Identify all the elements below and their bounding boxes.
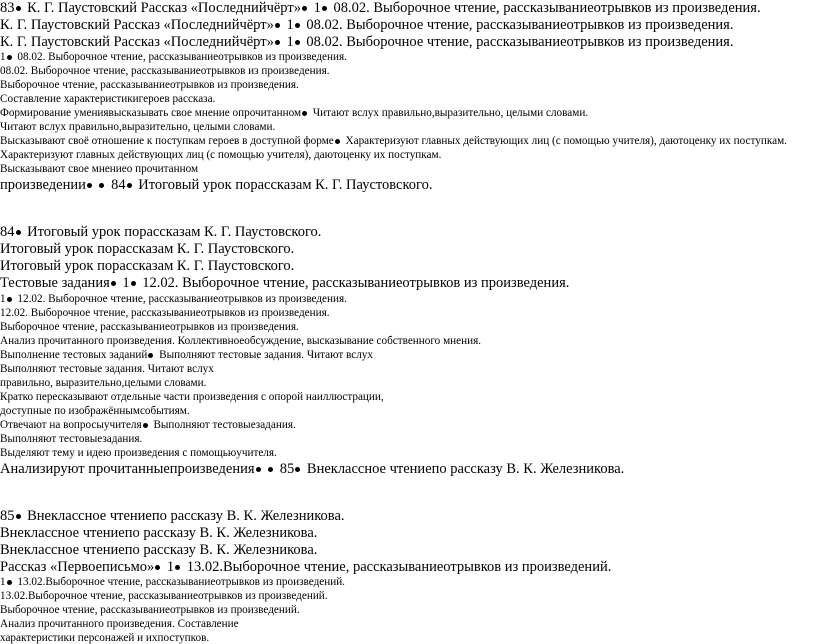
bullet-icon	[127, 183, 132, 188]
text-line: Высказывают своё отношение к поступкам героев в доступной форме Характеризуют главных действующих лиц (с помощью учителя), даютоценку их поступкам.	[0, 135, 787, 147]
text-line: Выборочное чтение, рассказываниеотрывков из произведения.	[0, 321, 299, 333]
bullet-icon	[99, 183, 104, 188]
text-line: Высказывают свое мнениео прочитанном	[0, 163, 199, 175]
bullet-icon	[7, 55, 12, 60]
bullet-icon	[16, 6, 21, 11]
bullet-icon	[111, 281, 116, 286]
text-line: Характеризуют главных действующих лиц (с помощью учителя), даютоценку их поступкам.	[0, 149, 442, 161]
text-line: 1 13.02.Выборочное чтение, рассказываниеотрывков из произведений.	[0, 576, 345, 588]
bullet-icon	[7, 580, 12, 585]
bullet-icon	[302, 6, 307, 11]
text-line: Читают вслух правильно,выразительно, целыми словами.	[0, 121, 276, 133]
text-line: Тестовые задания 1 12.02. Выборочное чтение, рассказываниеотрывков из произведения.	[0, 275, 570, 291]
text-line: Анализ прочитанного произведения. Составление	[0, 618, 239, 630]
bullet-icon	[295, 23, 300, 28]
text-line: доступные по изображённымсобытиям.	[0, 405, 190, 417]
bullet-icon	[131, 281, 136, 286]
text-line: Выполняют тестовые задания. Читают вслух	[0, 363, 214, 375]
bullet-icon	[7, 297, 12, 302]
text-line: Итоговый урок порассказам К. Г. Паустовского.	[0, 241, 295, 257]
bullet-icon	[268, 467, 273, 472]
text-line: К. Г. Паустовский Рассказ «Последнийчёрт» 1 08.02. Выборочное чтение, рассказываниеотрывков из произведения.	[0, 17, 734, 33]
bullet-icon	[16, 514, 21, 519]
bullet-icon	[143, 423, 148, 428]
text-line: 85 Внеклассное чтениепо рассказу В. К. Железникова.	[0, 508, 345, 524]
text-line: 1 08.02. Выборочное чтение, рассказываниеотрывков из произведения.	[0, 51, 347, 63]
text-line: Выполнение тестовых заданий Выполняют тестовые задания. Читают вслух	[0, 349, 373, 361]
text-line: Анализируют прочитанныепроизведения 85 Внеклассное чтениепо рассказу В. К. Железникова.	[0, 461, 625, 477]
text-line: Выборочное чтение, рассказываниеотрывков из произведений.	[0, 604, 300, 616]
text-line: характеристики персонажей и ихпоступков.	[0, 632, 210, 644]
bullet-icon	[148, 353, 153, 358]
text-line: Внеклассное чтениепо рассказу В. К. Железникова.	[0, 525, 318, 541]
text-line: Отвечают на вопросыучителя Выполняют тестовыезадания.	[0, 419, 296, 431]
text-line: Внеклассное чтениепо рассказу В. К. Железникова.	[0, 542, 318, 558]
bullet-icon	[302, 111, 307, 116]
text-line: 08.02. Выборочное чтение, рассказываниеотрывков из произведения.	[0, 65, 330, 77]
bullet-icon	[275, 40, 280, 45]
text-line: Анализ прочитанного произведения. Коллективноеобсуждение, высказывание собственного мнения.	[0, 335, 482, 347]
text-line: правильно, выразительно,целыми словами.	[0, 377, 207, 389]
bullet-icon	[322, 6, 327, 11]
bullet-icon	[256, 467, 261, 472]
text-line: Составление характеристикигероев рассказа.	[0, 93, 216, 105]
text-line: 84 Итоговый урок порассказам К. Г. Паустовского.	[0, 224, 322, 240]
bullet-icon	[295, 40, 300, 45]
bullet-icon	[335, 139, 340, 144]
text-line: Рассказ «Первоеписьмо» 1 13.02.Выборочное чтение, рассказываниеотрывков из произведений.	[0, 559, 612, 575]
text-line: 83 К. Г. Паустовский Рассказ «Последнийчёрт» 1 08.02. Выборочное чтение, рассказываниеотрывков из произведения.	[0, 0, 761, 16]
text-line: Выполняют тестовыезадания.	[0, 433, 143, 445]
text-line: произведении 84 Итоговый урок порассказам К. Г. Паустовского.	[0, 177, 433, 193]
text-line: 1 12.02. Выборочное чтение, рассказываниеотрывков из произведения.	[0, 293, 347, 305]
text-line: 12.02. Выборочное чтение, рассказываниеотрывков из произведения.	[0, 307, 330, 319]
text-line: Формирование умениявысказывать свое мнение опрочитанном Читают вслух правильно,выразительно, целыми словами.	[0, 107, 589, 119]
bullet-icon	[16, 230, 21, 235]
bullet-icon	[155, 565, 160, 570]
text-line: 13.02.Выборочное чтение, рассказываниеотрывков из произведений.	[0, 590, 328, 602]
text-line: К. Г. Паустовский Рассказ «Последнийчёрт» 1 08.02. Выборочное чтение, рассказываниеотрывков из произведения.	[0, 34, 734, 50]
text-line: Итоговый урок порассказам К. Г. Паустовского.	[0, 258, 295, 274]
bullet-icon	[175, 565, 180, 570]
text-line: Выделяют тему и идею произведения с помощьюучителя.	[0, 447, 277, 459]
bullet-icon	[275, 23, 280, 28]
bullet-icon	[295, 467, 300, 472]
text-line: Кратко пересказывают отдельные части произведения с опорой наиллюстрации,	[0, 391, 384, 403]
bullet-icon	[87, 183, 92, 188]
text-line: Выборочное чтение, рассказываниеотрывков из произведения.	[0, 79, 299, 91]
